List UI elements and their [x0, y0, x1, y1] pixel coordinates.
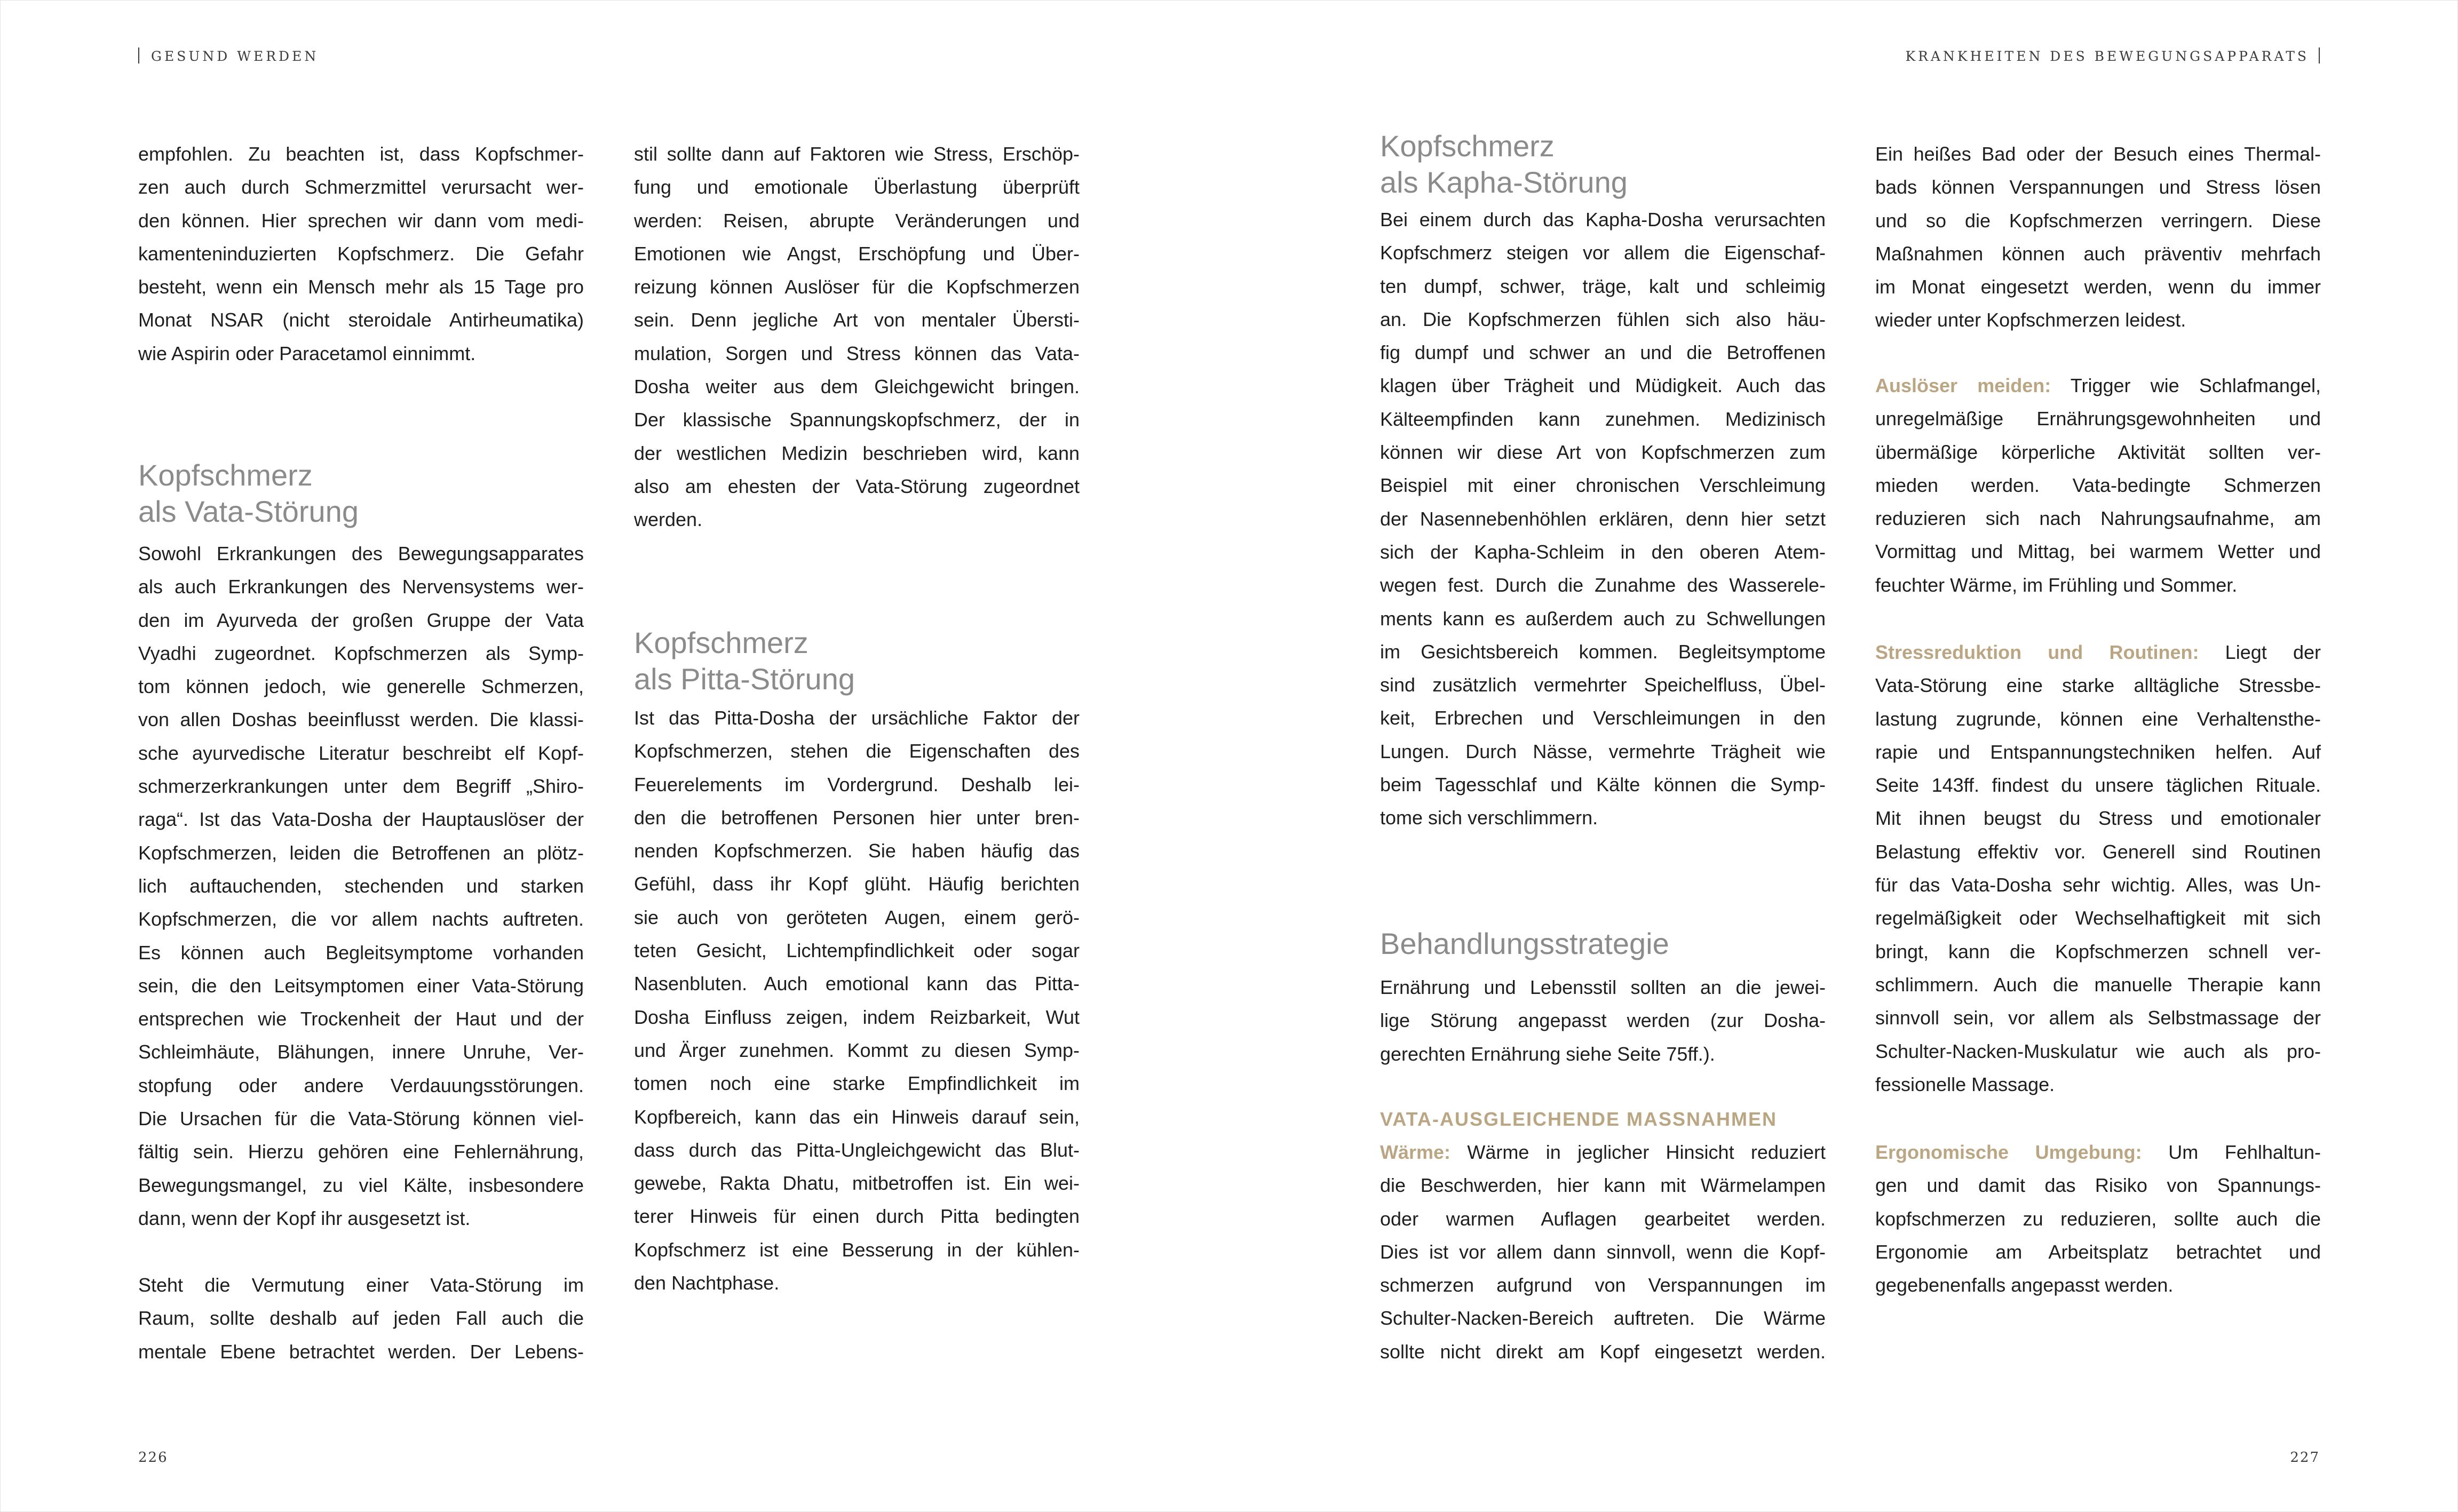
body-paragraph — [1875, 636, 2321, 1101]
text-line: mieden werden. Vata-bedingte Schmerzen — [1875, 474, 2321, 496]
text-line: Emotionen wie Angst, Erschöpfung und Über- — [634, 242, 1080, 265]
text-line: Dies ist vor allem dann sinnvoll, wenn die Kopf- — [1380, 1240, 1826, 1263]
text-line: können wir diese Art von Kopfschmerzen zum — [1380, 441, 1826, 464]
text-line: gewebe, Rakta Dhatu, mitbetroffen ist. Ein wei- — [634, 1172, 1080, 1195]
text-line: kamenteninduzierten Kopfschmerz. Die Gefahr — [138, 242, 584, 265]
text-line: stil sollte dann auf Faktoren wie Stress, Erschöp- — [634, 143, 1080, 165]
text-line: Lungen. Durch Nässe, vermehrte Trägheit wie — [1380, 740, 1826, 762]
text-line: Kälteempfinden kann zunehmen. Medizinisch — [1380, 408, 1826, 430]
divider-bar — [2319, 47, 2320, 63]
text-line: Bewegungsmangel, zu viel Kälte, insbesondere — [138, 1174, 584, 1196]
lead-in-label: Wärme: — [1380, 1141, 1451, 1163]
body-paragraph — [1875, 1136, 2321, 1302]
lead-in-label: Auslöser meiden: — [1875, 375, 2051, 396]
line-text: Liegt der — [2225, 641, 2321, 663]
text-line: der Nasennebenhöhlen erklären, denn hier setzt — [1380, 507, 1826, 530]
text-line: Vormittag und Mittag, bei warmem Wetter und — [1875, 540, 2321, 563]
text-line: entsprechen wie Trockenheit der Haut und der — [138, 1008, 584, 1030]
body-paragraph — [1380, 1136, 1826, 1368]
text-line: sinnvoll sein, vor allem als Selbstmassage der — [1875, 1007, 2321, 1029]
subheading — [1380, 1103, 1826, 1136]
text-line: Raum, sollte deshalb auf jeden Fall auch die — [138, 1307, 584, 1330]
lead-in-label: Ergonomische Umgebung: — [1875, 1141, 2142, 1163]
running-head-text: GESUND WERDEN — [151, 49, 319, 64]
text-line: raga“. Ist das Vata-Dosha der Hauptauslöser der — [138, 808, 584, 831]
text-line: Beispiel mit einer chronischen Verschleimung — [1380, 474, 1826, 497]
text-line: der westlichen Medizin beschrieben wird, kann — [634, 442, 1080, 464]
text-line: lastung zugrunde, können eine Verhaltensthe- — [1875, 707, 2321, 730]
text-line: fig dumpf und schwer an und die Betroffenen — [1380, 341, 1826, 364]
text-line: Mit ihnen beugst du Stress und emotionaler — [1875, 807, 2321, 830]
text-line: Feuerelements im Vordergrund. Deshalb lei- — [634, 773, 1080, 795]
text-line: regelmäßigkeit oder Wechselhaftigkeit mit sich — [1875, 907, 2321, 929]
text-line: beim Tagesschlaf und Kälte können die Symp- — [1380, 774, 1826, 796]
section-heading — [1380, 128, 1826, 201]
text-line: empfohlen. Zu beachten ist, dass Kopfschmer- — [138, 143, 584, 165]
text-line: schmerzerkrankungen unter dem Begriff „Shiro- — [138, 775, 584, 798]
text-line — [1875, 636, 2321, 669]
text-line: den Nachtphase. — [634, 1272, 780, 1294]
text-line: terer Hinweis für einen durch Pitta bedingten — [634, 1205, 1080, 1228]
text-line: oder warmen Auflagen gearbeitet werden. — [1380, 1207, 1826, 1230]
text-line: lich auftauchenden, stechenden und starken — [138, 874, 584, 897]
text-line: Bei einem durch das Kapha-Dosha verursachten — [1380, 209, 1826, 230]
text-line: dann, wenn der Kopf ihr ausgesetzt ist. — [138, 1207, 471, 1229]
text-line: Kopfschmerz ist eine Besserung in der kühlen- — [634, 1238, 1080, 1261]
text-line: übermäßige körperliche Aktivität sollten ver- — [1875, 441, 2321, 463]
text-line: Vata-Störung eine starke alltägliche Stressbe- — [1875, 674, 2321, 697]
body-paragraph — [1875, 138, 2321, 337]
text-line: Schulter-Nacken-Muskulatur wie auch als pro- — [1875, 1040, 2321, 1062]
text-line: Steht die Vermutung einer Vata-Störung im — [138, 1274, 584, 1296]
text-line: also am ehesten der Vata-Störung zugeordnet — [634, 475, 1080, 497]
text-line: zen auch durch Schmerzmittel verursacht wer- — [138, 176, 584, 198]
heading-line: Kopfschmerz — [1380, 129, 1555, 163]
text-line: sollte nicht direkt am Kopf eingesetzt werden. — [1380, 1340, 1826, 1363]
text-line: Ein heißes Bad oder der Besuch eines Thermal- — [1875, 143, 2321, 165]
text-line: Kopfbereich, kann das ein Hinweis darauf sein, — [634, 1105, 1080, 1128]
text-line: bads können Verspannungen und Stress lösen — [1875, 176, 2321, 198]
text-line: als auch Erkrankungen des Nervensystems wer- — [138, 576, 584, 598]
text-line: ments kann es außerdem auch zu Schwellungen — [1380, 607, 1826, 630]
text-line: sein. Denn jegliche Art von mentaler Übersti- — [634, 309, 1080, 331]
text-line: fessionelle Massage. — [1875, 1073, 2055, 1095]
text-line: fung und emotionale Überlastung überprüft — [634, 176, 1080, 198]
text-line: Es können auch Begleitsymptome vorhanden — [138, 941, 584, 964]
text-line: sich der Kapha-Schleim in den oberen Atem- — [1380, 540, 1826, 563]
running-head-text: KRANKHEITEN DES BEWEGUNGSAPPARATS — [1905, 49, 2309, 64]
section-heading — [634, 625, 1080, 697]
text-line: Belastung effektiv vor. Generell sind Routinen — [1875, 840, 2321, 863]
line-text: Trigger wie Schlafmangel, — [2070, 375, 2321, 396]
text-line: wie Aspirin oder Paracetamol einnimmt. — [138, 342, 476, 364]
divider-bar — [138, 47, 139, 63]
text-line: gen und damit das Risiko von Spannungs- — [1875, 1174, 2321, 1197]
text-line: rapie und Entspannungstechniken helfen. Auf — [1875, 741, 2321, 763]
text-line: sche ayurvedische Literatur beschreibt elf Kopf- — [138, 742, 584, 764]
text-line: und so die Kopfschmerzen verringern. Diese — [1875, 209, 2321, 232]
text-line: die Beschwerden, hier kann mit Wärmelampen — [1380, 1174, 1826, 1197]
body-paragraph — [1875, 369, 2321, 602]
text-line: für das Vata-Dosha sehr wichtig. Alles, was Un- — [1875, 874, 2321, 896]
line-text: Um Fehlhaltun- — [2168, 1141, 2321, 1163]
text-line: Schulter-Nacken-Bereich auftreten. Die Wärme — [1380, 1307, 1826, 1330]
text-line: klagen über Trägheit und Müdigkeit. Auch das — [1380, 375, 1826, 397]
line-text: Wärme in jeglicher Hinsicht reduziert — [1467, 1141, 1826, 1163]
running-head-left — [138, 47, 319, 64]
text-line: wieder unter Kopfschmerzen leidest. — [1875, 309, 2186, 331]
heading-line: als Pitta-Störung — [634, 662, 855, 696]
body-paragraph — [634, 138, 1080, 537]
text-line: sind zusätzlich vermehrter Speichelfluss, Übel- — [1380, 674, 1826, 696]
heading-line: als Vata-Störung — [138, 495, 359, 528]
text-line — [1875, 1136, 2321, 1169]
text-line: schmerzen aufgrund von Verspannungen im — [1380, 1274, 1826, 1296]
text-line: Schleimhäute, Blähungen, innere Unruhe, Ver- — [138, 1041, 584, 1063]
text-line: Nasenbluten. Auch emotional kann das Pitta- — [634, 973, 1080, 995]
text-line: Vyadhi zugeordnet. Kopfschmerzen als Symp- — [138, 642, 584, 664]
text-line: von allen Doshas beeinflusst werden. Die klassi- — [138, 709, 584, 731]
text-line: Kopfschmerz steigen vor allem die Eigenschaf- — [1380, 242, 1826, 264]
text-line: tom können jedoch, wie generelle Schmerzen, — [138, 675, 584, 698]
text-line: keit, Erbrechen und Verschleimungen in den — [1380, 707, 1826, 729]
body-paragraph — [138, 537, 584, 1235]
text-line: wegen fest. Durch die Zunahme des Wasserele- — [1380, 574, 1826, 596]
text-line: Ergonomie am Arbeitsplatz betrachtet und — [1875, 1240, 2321, 1263]
text-line: fältig sein. Hierzu gehören eine Fehlernährung, — [138, 1141, 584, 1163]
heading-line: Behandlungsstrategie — [1380, 927, 1669, 960]
text-line: im Gesichtsbereich kommen. Begleitsymptome — [1380, 640, 1826, 663]
text-line: besteht, wenn ein Mensch mehr als 15 Tage pro — [138, 276, 584, 298]
subheading-text: VATA-AUSGLEICHENDE MASSNAHMEN — [1380, 1108, 1778, 1130]
text-line: dass durch das Pitta-Ungleichgewicht das Blut- — [634, 1139, 1080, 1161]
text-line: Dosha weiter aus dem Gleichgewicht bringen. — [634, 376, 1080, 398]
text-line: an. Die Kopfschmerzen fühlen sich also häu- — [1380, 308, 1826, 330]
text-line: Gefühl, dass ihr Kopf glüht. Häufig berichten — [634, 873, 1080, 895]
text-line: Die Ursachen für die Vata-Störung können viel- — [138, 1108, 584, 1130]
text-line: feuchter Wärme, im Frühling und Sommer. — [1875, 574, 2238, 596]
page-number-left: 226 — [138, 1450, 168, 1466]
text-line: und Ärger zunehmen. Kommt zu diesen Symp- — [634, 1039, 1080, 1061]
text-line: Ernährung und Lebensstil sollten an die jewei- — [1380, 976, 1826, 998]
heading-line: Kopfschmerz — [634, 626, 808, 659]
text-line: den können. Hier sprechen wir dann vom medi- — [138, 209, 584, 232]
body-paragraph — [1380, 203, 1826, 835]
body-paragraph — [138, 1269, 584, 1368]
text-line: Seite 143ff. findest du unsere täglichen Rituale. — [1875, 774, 2321, 797]
section-heading — [1380, 926, 1826, 962]
text-line: sein, die den Leitsymptomen einer Vata-Störung — [138, 974, 584, 997]
text-line: Maßnahmen können auch präventiv mehrfach — [1875, 242, 2321, 265]
text-line: werden. — [634, 508, 703, 531]
text-line: bringt, kann die Kopfschmerzen schnell ver- — [1875, 940, 2321, 962]
text-line: teten Gesicht, Lichtempfindlichkeit oder sogar — [634, 940, 1080, 962]
text-line — [1875, 369, 2321, 402]
text-line: mulation, Sorgen und Stress können das Vata- — [634, 342, 1080, 364]
text-line: tome sich verschlimmern. — [1380, 807, 1598, 829]
text-line: Kopfschmerzen, stehen die Eigenschaften des — [634, 740, 1080, 762]
text-line: gegebenenfalls angepasst werden. — [1875, 1274, 2174, 1296]
text-line: Sowohl Erkrankungen des Bewegungsapparates — [138, 543, 584, 564]
text-line: den die betroffenen Personen hier unter bren- — [634, 806, 1080, 829]
text-line — [1380, 1136, 1826, 1169]
text-line: werden: Reisen, abrupte Veränderungen und — [634, 209, 1080, 232]
section-heading — [138, 457, 584, 530]
text-line: lige Störung angepasst werden (zur Dosha- — [1380, 1009, 1826, 1032]
text-line: ten dumpf, schwer, träge, kalt und schleimig — [1380, 275, 1826, 297]
text-line: stopfung oder andere Verdauungsstörungen. — [138, 1074, 584, 1096]
text-line: Kopfschmerzen, die vor allem nachts auftreten. — [138, 908, 584, 930]
text-line: Kopfschmerzen, leiden die Betroffenen an plötz- — [138, 841, 584, 864]
text-line: Der klassische Spannungskopfschmerz, der in — [634, 409, 1080, 431]
body-paragraph — [1380, 971, 1826, 1071]
text-line: gerechten Ernährung siehe Seite 75ff.). — [1380, 1043, 1715, 1065]
text-line: Monat NSAR (nicht steroidale Antirheumatika) — [138, 309, 584, 331]
text-line: kopfschmerzen zu reduzieren, sollte auch die — [1875, 1207, 2321, 1230]
text-line: sie auch von geröteten Augen, einem gerö- — [634, 906, 1080, 928]
body-paragraph — [634, 702, 1080, 1300]
text-line: mentale Ebene betrachtet werden. Der Lebens- — [138, 1340, 584, 1363]
heading-line: Kopfschmerz — [138, 458, 313, 492]
body-paragraph — [138, 138, 584, 370]
text-line: im Monat eingesetzt werden, wenn du immer — [1875, 276, 2321, 298]
lead-in-label: Stressreduktion und Routinen: — [1875, 641, 2199, 663]
heading-line: als Kapha-Störung — [1380, 165, 1628, 199]
text-line: Dosha Einfluss zeigen, indem Reizbarkeit, Wut — [634, 1006, 1080, 1028]
text-line: unregelmäßige Ernährungsgewohnheiten und — [1875, 408, 2321, 430]
text-line: den im Ayurveda der großen Gruppe der Vata — [138, 609, 584, 631]
text-line: nenden Kopfschmerzen. Sie haben häufig das — [634, 840, 1080, 862]
text-line: Ist das Pitta-Dosha der ursächliche Faktor der — [634, 707, 1080, 729]
page-number-right: 227 — [2290, 1450, 2320, 1466]
text-line: schlimmern. Auch die manuelle Therapie kann — [1875, 973, 2321, 996]
text-line: reduzieren sich nach Nahrungsaufnahme, am — [1875, 507, 2321, 530]
text-line: reizung können Auslöser für die Kopfschmerzen — [634, 276, 1080, 298]
running-head-right — [1906, 47, 2320, 64]
text-line: tomen noch eine starke Empfindlichkeit im — [634, 1072, 1080, 1095]
